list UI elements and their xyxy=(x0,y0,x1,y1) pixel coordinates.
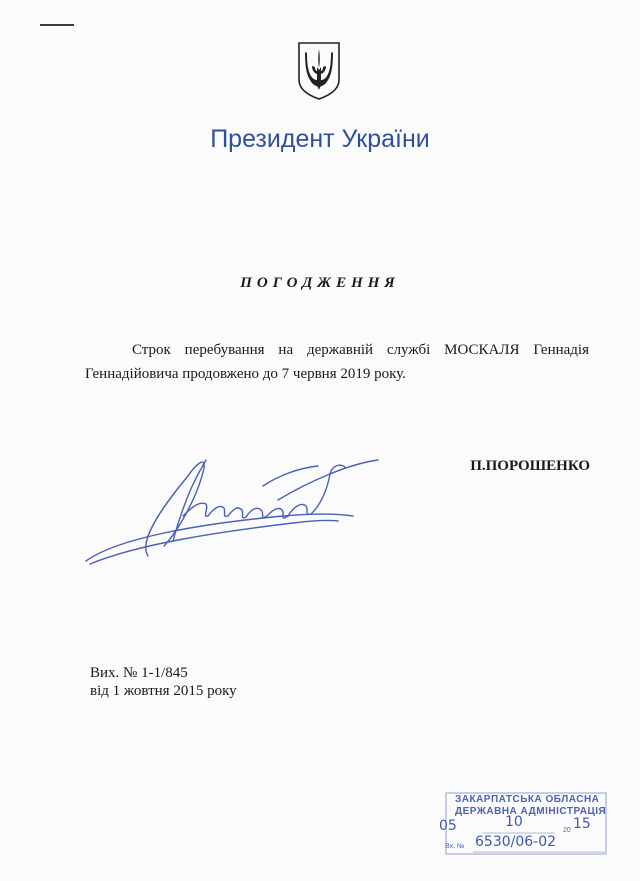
stamp-number-prefix: Вх. № xyxy=(445,843,465,850)
stamp-year-suffix: 15 xyxy=(573,816,591,832)
handwritten-signature xyxy=(78,446,388,576)
stamp-org-line1: ЗАКАРПАТСЬКА ОБЛАСНА xyxy=(455,794,600,805)
stamp-month: 10 xyxy=(505,814,523,830)
trident-coat-of-arms-icon xyxy=(296,40,342,102)
stamp-year-prefix: 20 xyxy=(563,827,571,834)
registration-stamp xyxy=(439,792,608,856)
stamp-org-line2: ДЕРЖАВНА АДМІНІСТРАЦІЯ xyxy=(455,806,607,817)
stamp-number: 6530/06-02 xyxy=(475,834,557,850)
institution-heading: Президент України xyxy=(210,125,430,153)
document-body: Строк перебування на державній службі МОСКАЛЯ Геннадія Геннадійовича продовжено до 7 червня 2019 року. xyxy=(85,342,589,382)
stamp-day: 05 xyxy=(439,818,457,834)
outgoing-number: Вих. № 1-1/845 xyxy=(90,665,188,681)
signer-name: П.ПОРОШЕНКО xyxy=(470,458,590,474)
document-title: ПОГОДЖЕННЯ xyxy=(240,275,400,291)
outgoing-date: від 1 жовтня 2015 року xyxy=(90,683,237,699)
outgoing-number-block xyxy=(90,664,237,700)
corner-mark xyxy=(40,24,74,26)
